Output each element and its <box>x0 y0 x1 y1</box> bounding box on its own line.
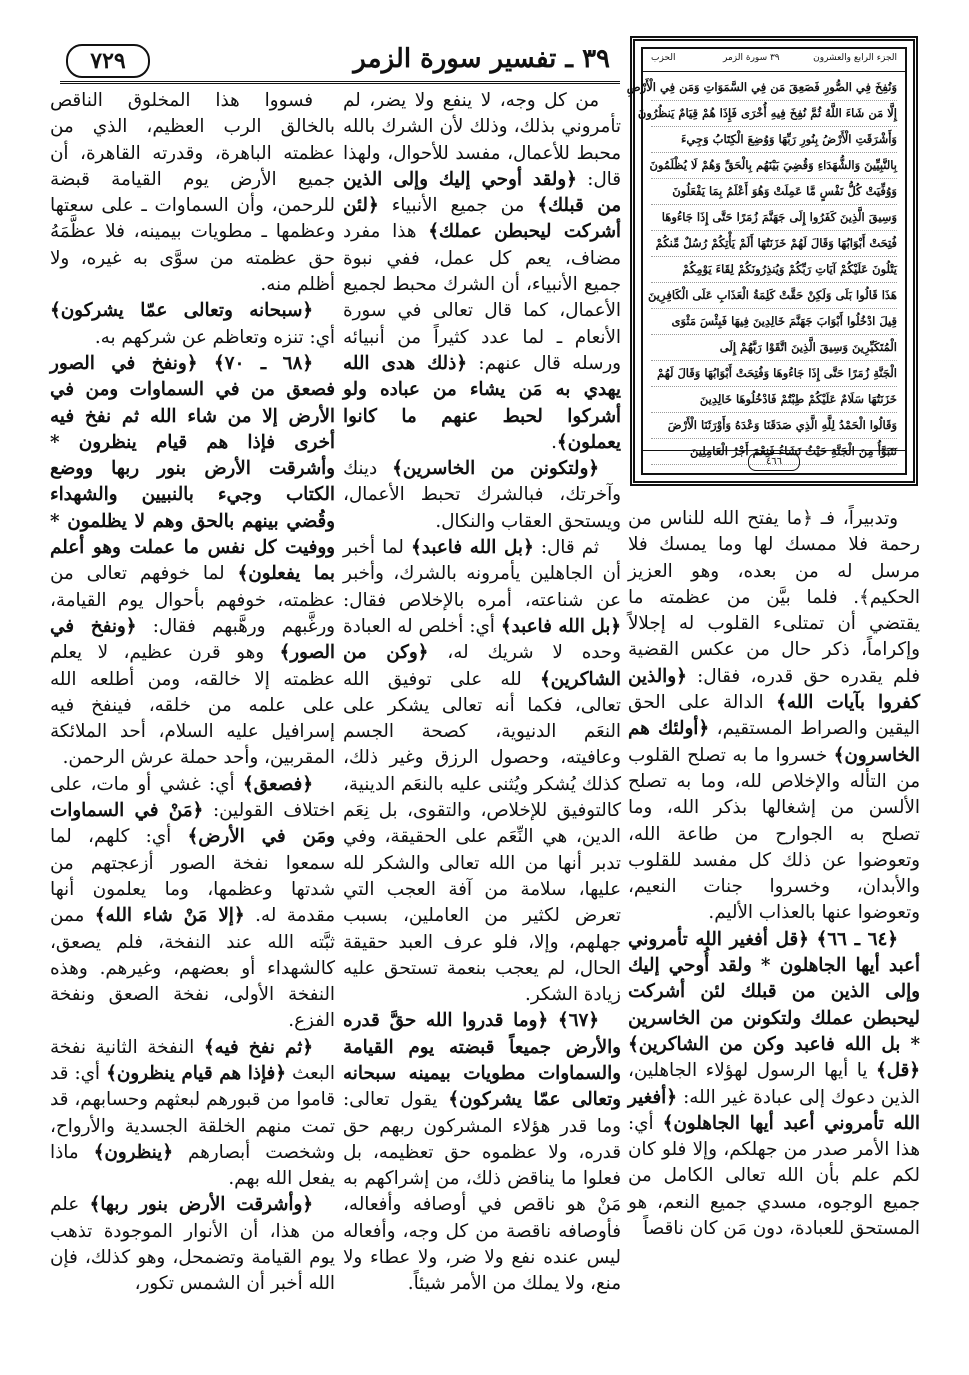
quran-quote: ﴿ولقد أوحي إليك وإلى الذين من قبلك﴾ <box>343 168 621 217</box>
mushaf-verse-line: بِالنَّبِيِّينَ وَالشُّهَدَاءِ وَقُضِيَ بَيْنَهُم بِالْحَقِّ وَهُمْ لَا يُظْلَمُونَ <box>651 153 897 179</box>
paragraph <box>50 1035 335 1193</box>
mushaf-top-bar <box>643 49 905 72</box>
commentary-text: وهو قرن عظيم، لا يعلم عظمته إلا خالقه، ومن أطلعه الله على علمه من خلقه، فينفخ فيه إسرافيل عليه السلام، أحد الملائكة المقربين، وأحد حملة عرش الرحمن. <box>50 642 335 769</box>
quran-quote: ﴿ثم نفخ فيه﴾ <box>203 1036 313 1058</box>
mushaf-juz-label: الجزء الرابع والعشرون <box>813 53 897 63</box>
commentary-text: الدالة على الحق اليقين والصراط المستقيم، <box>628 692 920 740</box>
quran-quote: ﴿والذين كفروا بآيات الله﴾ <box>628 665 920 714</box>
commentary-text: أي: أخلص له العبادة وحده لا شريك له، <box>343 615 621 664</box>
commentary-text: من جميع الأنبياء <box>378 195 538 217</box>
mushaf-verse-line: وَقَالُوا الْحَمْدُ لِلَّهِ الَّذِي صَدَقَنَا وَعْدَهُ وَأَوْرَثَنَا الْأَرْضَ <box>651 413 897 439</box>
mushaf-verse-line: وَسِيقَ الَّذِينَ كَفَرُوا إِلَى جَهَنَّمَ زُمَرًا حَتَّى إِذَا جَاءُوهَا <box>651 205 897 231</box>
quran-quote: ﴿أولئك هم الخاسرون﴾ <box>628 718 920 766</box>
commentary-text: لما أخبر أن الجاهلين يأمرونه بالشرك، وأخبر عن شناعته، أمره بالإخلاص فقال: <box>343 537 621 611</box>
commentary-text: ﴿ما يفتح الله للناس من رحمة فلا ممسك لها وما يمسك فلا مرسل له من بعده، وهو العزيز الحكيم﴾ <box>628 508 920 608</box>
mushaf-verse-line: الْجَنَّةِ زُمَرًا حَتَّى إِذَا جَاءُوهَا وَفُتِحَتْ أَبْوَابُهَا وَقَالَ لَهُمْ <box>651 361 897 387</box>
paragraph <box>628 506 920 927</box>
page-header <box>60 40 620 84</box>
quran-quote: ﴿ونفخ في الصور﴾ <box>50 615 335 664</box>
quran-quote: ﴿وأشرقت الأرض بنور ربها﴾ <box>89 1194 313 1216</box>
page-title: ٣٩ ـ تفسير سورة الزمر <box>353 44 610 74</box>
commentary-text: ماذا يفعل الله بهم. <box>50 1141 335 1190</box>
quran-quote: ﴿وكن من الشاكرين﴾ <box>343 642 621 690</box>
paragraph <box>50 772 335 1035</box>
commentary-text: وتدبيراً، فـ <box>812 508 898 529</box>
mushaf-verse-line: خَزَنَتُهَا سَلَامٌ عَلَيْكُمْ طِبْتُمْ فَادْخُلُوهَا خَالِدِينَ <box>651 387 897 413</box>
page-number: ٧٢٩ <box>66 44 150 78</box>
commentary-text: يا أيها الرسول لهؤلاء الجاهلين، الذين دعوك إلى عبادة غير الله: <box>628 1060 920 1108</box>
paragraph <box>50 351 335 772</box>
commentary-text: هذا مفرد مضاف، يعم كل عمل، ففي نبوة جميع الأنبياء، أن الشرك محبط لجميع الأعمال، كما قال تعالى في سورة الأنعام ـ لما عدد كثيراً من أنبيائه ورسله قال عنهم: <box>343 221 621 374</box>
mushaf-verse-line: فُتِحَتْ أَبْوَابُهَا وَقَالَ لَهُمْ خَزَنَتُهَا أَلَمْ يَأْتِكُمْ رُسُلٌ مِّنكُمْ <box>651 231 897 257</box>
commentary-text: أي: تنزه وتعاظم عن شركهم به. <box>94 326 335 348</box>
quran-quote: ﴿ذلك هدى الله يهدي به مَن يشاء من عباده ولو أشركوا لحبط عنهم ما كانوا يعملون﴾ <box>343 352 621 453</box>
quran-quote: ﴿٦٤ ـ ٦٦﴾ ﴿قل أفغير الله تأمروني أعبد أيها الجاهلون * ولقد أُوحي إليك وإلى الذين من قبلك لئن أشركت ليحبطن عملك ولتكونن من الخاسرين * بل الله فاعبد وكن من الشاكرين﴾ ﴿قل﴾ <box>628 928 920 1082</box>
mushaf-verse-line: إِلَّا مَن شَاءَ اللَّهُ ثُمَّ نُفِخَ فِيهِ أُخْرَى فَإِذَا هُمْ قِيَامٌ يَنظُرُونَ <box>651 101 897 127</box>
right-column-text <box>628 506 920 1373</box>
header-divider <box>60 81 620 84</box>
mushaf-verse-line: يَتْلُونَ عَلَيْكُمْ آيَاتِ رَبِّكُمْ وَيُنذِرُونَكُمْ لِقَاءَ يَوْمِكُمْ <box>651 257 897 283</box>
commentary-text: خسروا ما به تصلح القلوب من التأله والإخلاص لله، وما به تصلح الألسن من إشغالها بذكر الله، وما تصلح به الجوارح من طاعة الله، وتعوضوا عن ذلك كل مفسد للقلوب والأبدان، وخسروا جنات النعيم، وتعوضوا عنها بالعذاب الأليم. <box>628 744 920 924</box>
commentary-text: أي: قد قاموا من قبورهم لبعثهم وحسابهم، قد تمت منهم الخلقة الجسدية والأرواح، وشخصت أبصارهم <box>50 1062 335 1163</box>
mushaf-page-frame <box>626 36 918 486</box>
quran-quote: ﴿ينظرون﴾ <box>93 1141 173 1163</box>
commentary-text: ثم قال: <box>533 537 599 559</box>
paragraph <box>343 535 621 1008</box>
commentary-text: فسووا هذا المخلوق الناقص بالخالق الرب العظيم، الذي من عظمته الباهرة، وقدرته القاهرة، أن جميع الأرض يوم القيامة قبضة للرحمن، وأن السماوات ـ على سعتها وعظمها ـ مطويات بيمينه، فلا عظَّمَهُ حق عظمته من سوَّى به غيره، ولا أظلم منه. <box>50 90 335 296</box>
mushaf-inner-frame <box>626 47 907 475</box>
paragraph <box>628 927 920 1243</box>
mushaf-hizb-label: الحزب <box>651 53 676 63</box>
commentary-text: أي: هذا الأمر صدر من جهلكم، وإلا فلو كان لكم علم بأن الله تعالى الكامل من جميع الوجوه، مسدي جميع النعم، هو المستحق للعبادة، دون مَن كان ناقصاً <box>628 1112 920 1240</box>
commentary-text: يقول تعالى: وما قدر هؤلاء المشركون ربهم حق قدره، ولا عظموه حق تعظيمه، بل فعلوا ما يناقض ذلك، من إشراكهم به مَنْ هو ناقص في أوصافه وأفعاله، فأوصافه ناقصة من كل وجه، وأفعاله ليس عنده نفع ولا ضر، ولا عطاء ولا منع، ولا يملك من الأمر شيئاً. <box>343 1089 621 1295</box>
commentary-text: علم من هذا، أن الأنوار الموجودة تذهب يوم القيامة وتضمحل، وهو كذلك، فإن الله أخبر أن الشمس تكور، <box>50 1194 335 1295</box>
mushaf-verse-line: هَذَا قَالُوا بَلَى وَلَكِنْ حَقَّتْ كَلِمَةُ الْعَذَابِ عَلَى الْكَافِرِينَ <box>651 283 897 309</box>
quran-quote: ﴿بل الله فاعبد﴾ <box>411 537 534 559</box>
quran-quote: ﴿لئن أشركت ليحبطن عملك﴾ <box>343 195 621 243</box>
commentary-text: أي: غشي أو مات، على اختلاف القولين: <box>50 773 335 822</box>
mushaf-verse-line: الْمُتَكَبِّرِينَ وَسِيقَ الَّذِينَ اتَّقَوْا رَبَّهُمْ إِلَى <box>651 335 897 361</box>
commentary-text: . <box>551 431 557 453</box>
quran-quote: ﴿فصعق﴾ <box>242 773 313 795</box>
quran-quote: ﴿أفغير الله تأمروني أعبد أيها الجاهلون﴾ <box>628 1086 921 1134</box>
quran-quote: ﴿سبحانه وتعالى عمّا يشركون﴾ <box>50 300 313 322</box>
commentary-text: لما خوفهم تعالى من عظمته، خوفهم بأحوال يوم القيامة، ورغَّبهم ورهَّبهم فقال: <box>50 563 335 637</box>
paragraph <box>343 456 621 535</box>
paragraph <box>343 1008 621 1297</box>
paragraph <box>50 1192 335 1297</box>
paragraph <box>343 88 621 456</box>
commentary-text: ممن ثبَّته الله عند النفخة، فلم يصعق، كالشهداء أو بعضهم، وغيرهم. وهذه النفخة الأولى، نفخة الصعق ونفخة الفزع. <box>50 905 335 1032</box>
commentary-text: أي: كلهم، لما سمعوا نفخة الصور أزعجتهم من شدتها وعظمها، وما يعلمون أنها مقدمة له. <box>50 826 335 927</box>
quran-quote: ﴿ولتكونن من الخاسرين﴾ <box>392 458 599 480</box>
commentary-text: النفخة الثانية نفخة البعث <box>50 1036 335 1084</box>
quran-quote: ﴿٦٧﴾ ﴿وما قدروا الله حقَّ قدره والأرض جميعاً قبضته يوم القيامة والسماوات مطويات بيمينه سبحانه وتعالى عمّا يشركون﴾ <box>343 1010 621 1111</box>
commentary-text: من كل وجه، لا ينفع ولا يضر، لم تأمروني بذلك، وذلك لأن الشرك بالله محبط للأعمال، مفسد للأحوال، ولهذا قال: <box>343 90 621 190</box>
mushaf-sura-label: ٣٩ سورة الزمر <box>723 53 780 63</box>
quran-quote: ﴿٦٨ ـ ٧٠﴾ ﴿ونفخ في الصور فصعق من في السماوات ومن في الأرض إلا من شاء الله ثم نفخ فيه أخرى فإذا هم قيام ينظرون * وأشرقت الأرض بنور ربها ووضع الكتاب وجيء بالنبيين والشهداء وقُضي بينهم بالحق وهم لا يظلمون * ووفيت كل نفس ما عملت وهو أعلم بما يفعلون﴾ <box>50 352 335 585</box>
quran-quote: ﴿إلا مَنْ شاء الله﴾ <box>94 905 245 927</box>
left-column-text <box>50 88 335 1373</box>
quran-quote: ﴿مَنْ في السماوات ومَن في الأرض﴾ <box>50 800 335 848</box>
paragraph <box>50 88 335 298</box>
middle-column-text <box>343 88 621 1373</box>
mushaf-page-number: ٤٦٦ <box>748 453 800 471</box>
mushaf-verses <box>626 75 897 458</box>
paragraph <box>50 298 335 351</box>
commentary-text: لله على توفيق الله تعالى، فكما أنه تعالى يشكر على النعَم الدنيوية، كصحة الجسم وعافيته، وحصول الرزق وغير ذلك، كذلك يُشكر ويُثنى عليه بالنعَم الدينية، كالتوفيق للإخلاص، والتقوى، بل نِعَم الدين، هي النِّعَم على الحقيقة، وفي تدبر أنها من الله تعالى والشكر لله عليها، سلامة من آفة العجب التي تعرض لكثير من العاملين، بسبب جهلهم، وإلا، فلو عرف العبد حقيقة الحال، لم يعجب بنعمة تستحق عليه زيادة الشكر. <box>343 668 621 1006</box>
mushaf-verse-line: وَأَشْرَقَتِ الْأَرْضُ بِنُورِ رَبِّهَا وَوُضِعَ الْكِتَابُ وَجِيءَ <box>651 127 897 153</box>
mushaf-footer <box>643 450 905 473</box>
quran-quote: ﴿فإذا هم قيام ينظرون﴾ <box>106 1062 286 1084</box>
mushaf-verse-line: قِيلَ ادْخُلُوا أَبْوَابَ جَهَنَّمَ خَالِدِينَ فِيهَا فَبِئْسَ مَثْوَى <box>651 309 897 335</box>
mushaf-verse-line: وَوُفِّيَتْ كُلُّ نَفْسٍ مَّا عَمِلَتْ وَهُوَ أَعْلَمُ بِمَا يَفْعَلُونَ <box>651 179 897 205</box>
quran-quote: ﴿بل الله فاعبد﴾ <box>500 615 622 637</box>
commentary-text: دينك وآخرتك، فبالشرك تحبط الأعمال، ويستحق العقاب والنكال. <box>343 458 621 532</box>
commentary-text: . فلما بيَّن من عظمته ما يقتضي أن تمتلىء القلوب له إجلالاً وإكراماً، ذكر حال من عكس القضية فلم يقدره حق قدره، فقال: <box>628 586 920 687</box>
mushaf-verse-line: نَتَبَوَّأُ مِنَ الْجَنَّةِ حَيْثُ نَشَاءُ فَنِعْمَ أَجْرُ الْعَامِلِينَ <box>651 439 897 465</box>
mushaf-verse-line: وَنُفِخَ فِي الصُّورِ فَصَعِقَ مَن فِي السَّمَوَاتِ وَمَن فِي الْأَرْضِ <box>651 75 897 101</box>
